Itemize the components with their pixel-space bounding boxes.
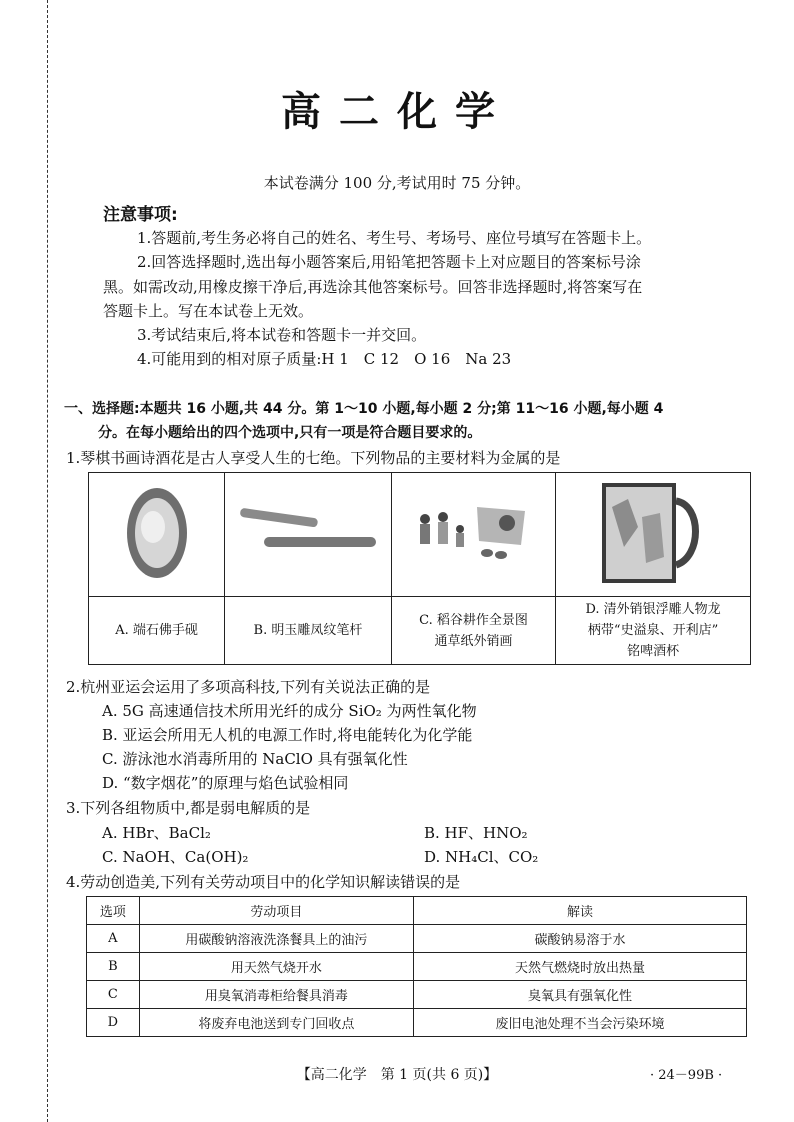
notice-line: 1.答题前,考生务必将自己的姓名、考生号、考场号、座位号填写在答题卡上。 bbox=[137, 229, 652, 247]
jade-brush-holder-image bbox=[238, 503, 378, 563]
notice-line: 答题卡上。写在本试卷上无效。 bbox=[103, 302, 314, 320]
table-cell: 将废弃电池送到专门回收点 bbox=[139, 1009, 413, 1037]
question-3-option-a: A. HBr、BaCl₂ bbox=[102, 824, 211, 842]
notice-line: 2.回答选择题时,选出每小题答案后,用铅笔把答题卡上对应题目的答案标号涂 bbox=[137, 253, 641, 271]
brush-holder-image-cell bbox=[225, 473, 392, 597]
option-d-caption: D. 清外销银浮雕人物龙 柄带“史溢泉、开利店” 铭啤酒杯 bbox=[556, 597, 751, 665]
exam-info: 本试卷满分 100 分,考试用时 75 分钟。 bbox=[263, 174, 531, 192]
notice-line: 3.考试结束后,将本试卷和答题卡一并交回。 bbox=[137, 326, 427, 344]
table-cell: 臭氧具有强氧化性 bbox=[414, 981, 747, 1009]
question-3-option-c: C. NaOH、Ca(OH)₂ bbox=[102, 848, 249, 866]
question-2-option-b: B. 亚运会所用无人机的电源工作时,将电能转化为化学能 bbox=[102, 726, 473, 744]
rice-farming-painting-image bbox=[413, 501, 533, 565]
silver-beer-mug-image bbox=[598, 477, 708, 589]
option-b-caption: B. 明玉雕凤纹笔杆 bbox=[225, 597, 392, 665]
table-cell: C bbox=[87, 981, 140, 1009]
page-title: 高二化学 bbox=[281, 88, 513, 135]
table-header: 劳动项目 bbox=[139, 897, 413, 925]
table-cell: A bbox=[87, 925, 140, 953]
table-cell: 碳酸钠易溶于水 bbox=[414, 925, 747, 953]
table-row bbox=[87, 953, 747, 981]
beer-mug-image-cell bbox=[556, 473, 751, 597]
table-row bbox=[87, 925, 747, 953]
table-header: 解读 bbox=[414, 897, 747, 925]
option-c-caption: C. 稻谷耕作全景图 通草纸外销画 bbox=[391, 597, 555, 665]
binding-dashed-line bbox=[47, 0, 48, 1122]
table-header: 选项 bbox=[87, 897, 140, 925]
painting-image-cell bbox=[391, 473, 555, 597]
section-heading: 一、选择题:本题共 16 小题,共 44 分。第 1～10 小题,每小题 2 分;第 11～16 小题,每小题 4 bbox=[64, 401, 664, 417]
table-cell: 天然气燃烧时放出热量 bbox=[414, 953, 747, 981]
question-2-option-c: C. 游泳池水消毒所用的 NaClO 具有强氧化性 bbox=[102, 750, 408, 768]
question-1-stem: 1.琴棋书画诗酒花是古人享受人生的七绝。下列物品的主要材料为金属的是 bbox=[66, 449, 561, 467]
table-cell: 用碳酸钠溶液洗涤餐具上的油污 bbox=[139, 925, 413, 953]
question-4-stem: 4.劳动创造美,下列有关劳动项目中的化学知识解读错误的是 bbox=[66, 873, 461, 891]
question-2-option-a: A. 5G 高速通信技术所用光纤的成分 SiO₂ 为两性氧化物 bbox=[102, 702, 477, 720]
option-a-caption: A. 端石佛手砚 bbox=[89, 597, 225, 665]
table-row bbox=[87, 1009, 747, 1037]
notice-line: 4.可能用到的相对原子质量:H 1 C 12 O 16 Na 23 bbox=[137, 350, 512, 368]
table-cell: D bbox=[87, 1009, 140, 1037]
paper-code: · 24－99B · bbox=[650, 1068, 723, 1083]
table-cell: 用天然气烧开水 bbox=[139, 953, 413, 981]
notice-line: 黑。如需改动,用橡皮擦干净后,再选涂其他答案标号。回答非选择题时,将答案写在 bbox=[103, 278, 643, 296]
section-heading-cont: 分。在每小题给出的四个选项中,只有一项是符合题目要求的。 bbox=[98, 425, 482, 441]
table-cell: 废旧电池处理不当会污染环境 bbox=[414, 1009, 747, 1037]
question-2-stem: 2.杭州亚运会运用了多项高科技,下列有关说法正确的是 bbox=[66, 678, 431, 696]
notice-heading: 注意事项: bbox=[103, 205, 178, 225]
question-3-option-b: B. HF、HNO₂ bbox=[424, 824, 528, 842]
question-3-option-d: D. NH₄Cl、CO₂ bbox=[424, 848, 539, 866]
question-2-option-d: D. “数字烟花”的原理与焰色试验相同 bbox=[102, 774, 349, 792]
table-cell: B bbox=[87, 953, 140, 981]
page-footer: 【高二化学 第 1 页(共 6 页)】 bbox=[296, 1067, 498, 1083]
table-row bbox=[87, 981, 747, 1009]
inkstone-image bbox=[119, 483, 195, 583]
question-1-options-table bbox=[88, 472, 751, 665]
inkstone-image-cell bbox=[89, 473, 225, 597]
question-4-table bbox=[86, 896, 747, 1037]
table-cell: 用臭氧消毒柜给餐具消毒 bbox=[139, 981, 413, 1009]
question-3-stem: 3.下列各组物质中,都是弱电解质的是 bbox=[66, 799, 311, 817]
